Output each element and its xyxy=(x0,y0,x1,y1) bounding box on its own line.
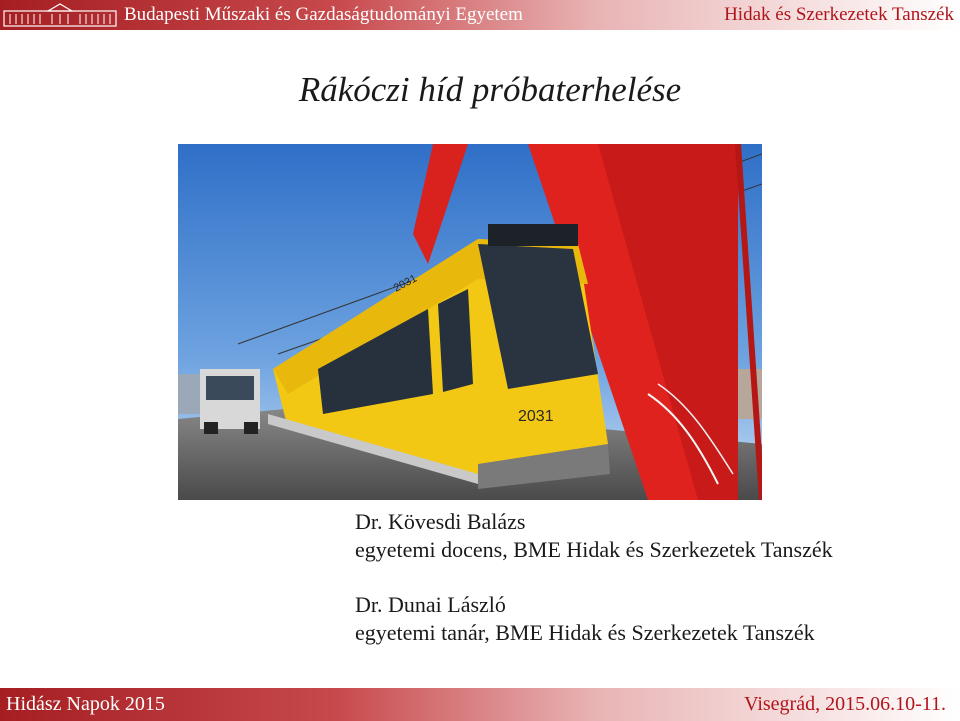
footer-bar xyxy=(0,688,960,721)
slide-title: Rákóczi híd próbaterhelése xyxy=(298,70,682,109)
event-name: Hidász Napok 2015 xyxy=(6,693,165,715)
place-date: Visegrád, 2015.06.10-11. xyxy=(744,693,946,715)
author-2 xyxy=(355,591,833,647)
authors-section xyxy=(355,508,833,647)
university-building-logo xyxy=(2,2,118,28)
university-name: Budapesti Műszaki és Gazdaságtudományi Egyetem xyxy=(124,4,523,25)
author-1 xyxy=(355,508,833,564)
author-2-name: Dr. Dunai László xyxy=(355,592,506,617)
tram-bridge-photo xyxy=(178,144,762,500)
author-2-role: egyetemi tanár, BME Hidak és Szerkezetek Tanszék xyxy=(355,620,815,645)
tram-front-number: 2031 xyxy=(518,408,554,425)
tram-side-number: 2031 xyxy=(391,272,420,295)
author-1-name: Dr. Kövesdi Balázs xyxy=(355,509,526,534)
author-1-role: egyetemi docens, BME Hidak és Szerkezetek Tanszék xyxy=(355,537,833,562)
department-name: Hidak és Szerkezetek Tanszék xyxy=(724,4,954,25)
header-bar xyxy=(0,0,960,30)
